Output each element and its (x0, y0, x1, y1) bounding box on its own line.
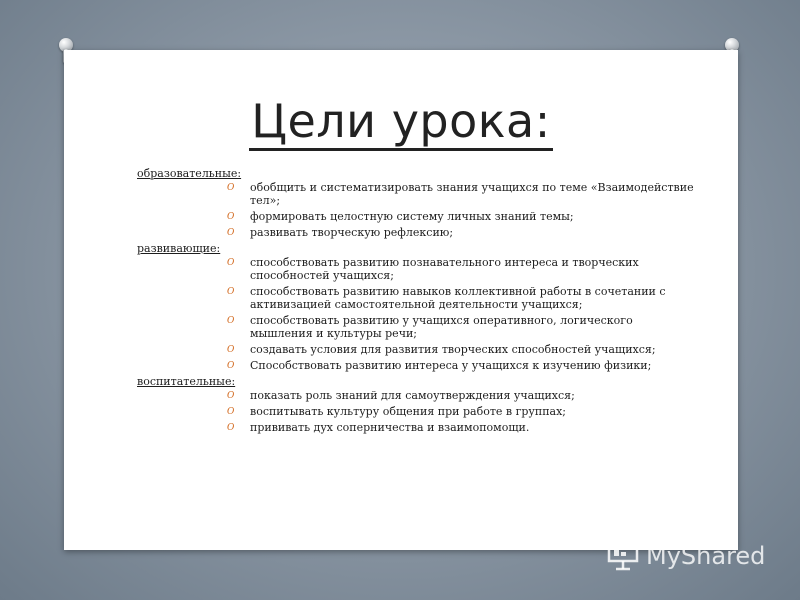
list-item: O способствовать развитию познавательного интереса и творческих способностей учащихся; (227, 256, 639, 282)
watermark-text: MyShared (646, 542, 766, 570)
section-label: развивающие: (137, 242, 221, 255)
list-item: O способствовать развитию навыков коллективной работы в сочетании с активизацией самостоятельной деятельности учащихся; (227, 285, 666, 311)
list-item: O создавать условия для развития творческих способностей учащихся; (227, 343, 656, 356)
bullet-icon: O (227, 212, 235, 222)
bullet-icon: O (227, 316, 235, 326)
bullet-icon: O (227, 361, 235, 371)
section-label: образовательные: (137, 167, 242, 180)
bullet-icon: O (227, 228, 235, 238)
goals-content (137, 166, 697, 437)
list-item: O показать роль знаний для самоутверждения учащихся; (227, 389, 575, 402)
myshared-watermark (606, 540, 786, 572)
bullet-icon: O (227, 183, 235, 193)
section-label: воспитательные: (137, 375, 236, 388)
list-item: O обобщить и систематизировать знания учащихся по теме «Взаимодействие тел»; (227, 181, 694, 207)
section-educational (137, 167, 697, 239)
bullet-icon: O (227, 345, 235, 355)
list-item: O прививать дух соперничества и взаимопомощи. (227, 421, 530, 434)
bullet-icon: O (227, 391, 235, 401)
list-item: O развивать творческую рефлексию; (227, 226, 454, 239)
bullet-icon: O (227, 258, 235, 268)
bullet-icon: O (227, 287, 235, 297)
section-upbringing (137, 375, 697, 434)
list-item: O воспитывать культуру общения при работе в группах; (227, 405, 567, 418)
bullet-icon: O (227, 423, 235, 433)
list-item: O формировать целостную систему личных знаний темы; (227, 210, 574, 223)
slide-title: Цели урока: (64, 94, 738, 148)
list-item: O Способствовать развитию интереса у учащихся к изучению физики; (227, 359, 652, 372)
presentation-board-icon (606, 541, 640, 571)
list-item: O способствовать развитию у учащихся оперативного, логического мышления и культуры речи; (227, 314, 633, 340)
bullet-icon: O (227, 407, 235, 417)
slide-sheet (64, 50, 738, 550)
section-developmental (137, 242, 697, 372)
